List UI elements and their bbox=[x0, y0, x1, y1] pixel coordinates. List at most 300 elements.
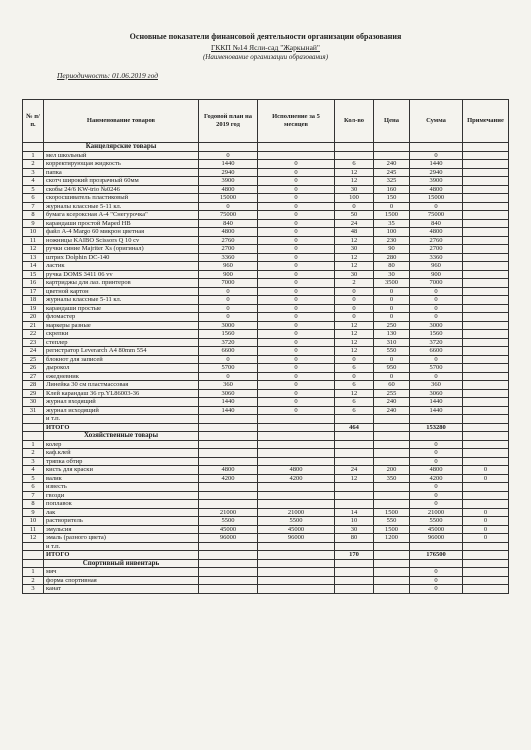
cell-qty: 30 bbox=[335, 245, 374, 254]
cell-note bbox=[463, 364, 509, 373]
cell-exec: 0 bbox=[258, 202, 335, 211]
cell-plan bbox=[199, 423, 258, 432]
table-header-row bbox=[23, 100, 509, 143]
cell-n: 11 bbox=[23, 236, 44, 245]
cell-exec: 0 bbox=[258, 287, 335, 296]
cell-qty: 30 bbox=[335, 185, 374, 194]
table-row bbox=[23, 449, 509, 458]
cell-qty: 10 bbox=[335, 517, 374, 526]
cell-qty: 0 bbox=[335, 355, 374, 364]
cell-note bbox=[463, 415, 509, 424]
cell-sum: 2760 bbox=[410, 236, 463, 245]
cell-exec: 0 bbox=[258, 364, 335, 373]
cell-price: 0 bbox=[374, 372, 410, 381]
cell-n: 30 bbox=[23, 398, 44, 407]
cell-plan: 2700 bbox=[199, 245, 258, 254]
cell-plan: 840 bbox=[199, 219, 258, 228]
table-row bbox=[23, 321, 509, 330]
col-header-plan: Годовой план на 2019 год bbox=[199, 100, 258, 143]
cell-price: 35 bbox=[374, 219, 410, 228]
table-row bbox=[23, 279, 509, 288]
cell-note bbox=[463, 202, 509, 211]
cell-sum: 5500 bbox=[410, 517, 463, 526]
table-cell bbox=[463, 432, 509, 441]
table-cell bbox=[374, 143, 410, 152]
cell-price: 80 bbox=[374, 262, 410, 271]
cell-note bbox=[463, 194, 509, 203]
cell-note bbox=[463, 585, 509, 594]
cell-n: 29 bbox=[23, 389, 44, 398]
table-row bbox=[23, 347, 509, 356]
cell-exec: 96000 bbox=[258, 534, 335, 543]
cell-price: 0 bbox=[374, 313, 410, 322]
cell-note: 0 bbox=[463, 466, 509, 475]
table-cell bbox=[463, 143, 509, 152]
cell-plan: 3000 bbox=[199, 321, 258, 330]
cell-plan: 0 bbox=[199, 355, 258, 364]
total-row bbox=[23, 551, 509, 560]
cell-note bbox=[463, 500, 509, 509]
cell-n: 26 bbox=[23, 364, 44, 373]
cell-plan: 0 bbox=[199, 313, 258, 322]
cell-note bbox=[463, 491, 509, 500]
cell-exec bbox=[258, 483, 335, 492]
cell-plan: 900 bbox=[199, 270, 258, 279]
cell-exec: 4800 bbox=[258, 466, 335, 475]
cell-qty: 12 bbox=[335, 474, 374, 483]
cell-plan: 5500 bbox=[199, 517, 258, 526]
cell-sum: 0 bbox=[410, 372, 463, 381]
table-row bbox=[23, 355, 509, 364]
cell-n: 28 bbox=[23, 381, 44, 390]
cell-n bbox=[23, 551, 44, 560]
cell-qty: 2 bbox=[335, 279, 374, 288]
table-row bbox=[23, 185, 509, 194]
cell-sum: 0 bbox=[410, 151, 463, 160]
cell-qty: 12 bbox=[335, 236, 374, 245]
cell-n: 24 bbox=[23, 347, 44, 356]
cell-name: штрих Dolphin DC-140 bbox=[44, 253, 199, 262]
cell-qty bbox=[335, 440, 374, 449]
cell-name: журналы классные 5-11 кл. bbox=[44, 202, 199, 211]
cell-n bbox=[23, 423, 44, 432]
cell-note: 0 bbox=[463, 474, 509, 483]
cell-name: мел школьный bbox=[44, 151, 199, 160]
table-cell bbox=[258, 143, 335, 152]
cell-price bbox=[374, 151, 410, 160]
cell-n: 12 bbox=[23, 534, 44, 543]
cell-note bbox=[463, 304, 509, 313]
cell-sum: 2700 bbox=[410, 245, 463, 254]
cell-exec: 0 bbox=[258, 245, 335, 254]
cell-n: 1 bbox=[23, 151, 44, 160]
cell-name: цветной картон bbox=[44, 287, 199, 296]
cell-sum: 0 bbox=[410, 491, 463, 500]
cell-price: 60 bbox=[374, 381, 410, 390]
table-row bbox=[23, 245, 509, 254]
cell-note bbox=[463, 236, 509, 245]
cell-exec: 0 bbox=[258, 262, 335, 271]
cell-qty: 0 bbox=[335, 287, 374, 296]
cell-note: 0 bbox=[463, 517, 509, 526]
cell-price: 200 bbox=[374, 466, 410, 475]
cell-price: 245 bbox=[374, 168, 410, 177]
cell-sum: 960 bbox=[410, 262, 463, 271]
cell-exec bbox=[258, 542, 335, 551]
cell-exec: 0 bbox=[258, 304, 335, 313]
cell-qty: 0 bbox=[335, 304, 374, 313]
cell-plan: 0 bbox=[199, 304, 258, 313]
cell-note bbox=[463, 440, 509, 449]
cell-note bbox=[463, 568, 509, 577]
table-row bbox=[23, 313, 509, 322]
cell-exec: 0 bbox=[258, 313, 335, 322]
table-cell bbox=[335, 432, 374, 441]
cell-sum: 3360 bbox=[410, 253, 463, 262]
finance-table bbox=[22, 99, 509, 594]
cell-exec: 5500 bbox=[258, 517, 335, 526]
cell-exec bbox=[258, 491, 335, 500]
cell-n: 6 bbox=[23, 194, 44, 203]
cell-qty: 12 bbox=[335, 168, 374, 177]
cell-name: ежедневник bbox=[44, 372, 199, 381]
cell-note bbox=[463, 483, 509, 492]
cell-name: канат bbox=[44, 585, 199, 594]
cell-note bbox=[463, 313, 509, 322]
cell-name: карандаши простые bbox=[44, 304, 199, 313]
cell-exec: 0 bbox=[258, 372, 335, 381]
cell-note bbox=[463, 253, 509, 262]
total-row bbox=[23, 423, 509, 432]
section-title: Спортивный инвентарь bbox=[44, 559, 199, 568]
table-row bbox=[23, 500, 509, 509]
cell-note bbox=[463, 270, 509, 279]
cell-qty: 48 bbox=[335, 228, 374, 237]
cell-note bbox=[463, 542, 509, 551]
col-header-sum: Сумма bbox=[410, 100, 463, 143]
organization-caption: (Наименование организации образования) bbox=[202, 53, 329, 61]
cell-price: 0 bbox=[374, 287, 410, 296]
cell-exec: 0 bbox=[258, 321, 335, 330]
cell-name: степлер bbox=[44, 338, 199, 347]
cell-name: гвозди bbox=[44, 491, 199, 500]
cell-price: 1200 bbox=[374, 534, 410, 543]
cell-plan bbox=[199, 483, 258, 492]
cell-sum: 1440 bbox=[410, 406, 463, 415]
cell-n: 9 bbox=[23, 508, 44, 517]
table-cell bbox=[199, 559, 258, 568]
cell-plan: 0 bbox=[199, 296, 258, 305]
cell-name: журналы классные 5-11 кл. bbox=[44, 296, 199, 305]
cell-name: известь bbox=[44, 483, 199, 492]
cell-n: 7 bbox=[23, 491, 44, 500]
cell-sum: 900 bbox=[410, 270, 463, 279]
cell-exec: 0 bbox=[258, 330, 335, 339]
cell-n: 2 bbox=[23, 160, 44, 169]
cell-price: 550 bbox=[374, 347, 410, 356]
cell-n: 21 bbox=[23, 321, 44, 330]
table-body bbox=[23, 143, 509, 594]
table-row bbox=[23, 338, 509, 347]
cell-note bbox=[463, 355, 509, 364]
cell-qty: 464 bbox=[335, 423, 374, 432]
cell-price bbox=[374, 568, 410, 577]
table-cell bbox=[23, 432, 44, 441]
table-row bbox=[23, 330, 509, 339]
cell-qty: 0 bbox=[335, 202, 374, 211]
cell-name: скоросшиватель пластиковый bbox=[44, 194, 199, 203]
cell-name: форма спортивная bbox=[44, 576, 199, 585]
cell-plan: 4800 bbox=[199, 185, 258, 194]
table-row bbox=[23, 398, 509, 407]
cell-plan: 1560 bbox=[199, 330, 258, 339]
cell-qty bbox=[335, 491, 374, 500]
cell-plan: 4800 bbox=[199, 228, 258, 237]
cell-price: 0 bbox=[374, 202, 410, 211]
cell-price: 0 bbox=[374, 296, 410, 305]
cell-note bbox=[463, 576, 509, 585]
cell-n: 2 bbox=[23, 576, 44, 585]
cell-price bbox=[374, 423, 410, 432]
cell-qty: 0 bbox=[335, 372, 374, 381]
table-cell bbox=[258, 559, 335, 568]
cell-sum: 21000 bbox=[410, 508, 463, 517]
col-header-quantity: Кол-во bbox=[335, 100, 374, 143]
cell-sum: 0 bbox=[410, 585, 463, 594]
cell-note bbox=[463, 151, 509, 160]
cell-price bbox=[374, 542, 410, 551]
cell-plan: 4200 bbox=[199, 474, 258, 483]
table-row bbox=[23, 534, 509, 543]
cell-exec: 0 bbox=[258, 253, 335, 262]
table-row bbox=[23, 151, 509, 160]
organization-name: ГККП №14 Ясли-сад "Жаркынай" bbox=[211, 43, 320, 52]
cell-price bbox=[374, 551, 410, 560]
cell-name: карандаши простой Maped HB bbox=[44, 219, 199, 228]
cell-name: ИТОГО bbox=[44, 551, 199, 560]
cell-sum: 0 bbox=[410, 287, 463, 296]
cell-qty: 30 bbox=[335, 525, 374, 534]
cell-exec: 0 bbox=[258, 279, 335, 288]
cell-n: 27 bbox=[23, 372, 44, 381]
cell-name: валик bbox=[44, 474, 199, 483]
cell-sum bbox=[410, 542, 463, 551]
cell-exec bbox=[258, 415, 335, 424]
table-cell bbox=[410, 559, 463, 568]
cell-name: мяч bbox=[44, 568, 199, 577]
table-row bbox=[23, 236, 509, 245]
cell-sum: 840 bbox=[410, 219, 463, 228]
cell-exec bbox=[258, 551, 335, 560]
cell-price: 1500 bbox=[374, 508, 410, 517]
col-header-price: Цена bbox=[374, 100, 410, 143]
table-row bbox=[23, 389, 509, 398]
cell-name: лак bbox=[44, 508, 199, 517]
cell-exec bbox=[258, 568, 335, 577]
col-header-name: Наименование товаров bbox=[44, 100, 199, 143]
cell-qty: 6 bbox=[335, 398, 374, 407]
cell-note bbox=[463, 262, 509, 271]
cell-sum: 5700 bbox=[410, 364, 463, 373]
cell-plan: 2760 bbox=[199, 236, 258, 245]
cell-n: 22 bbox=[23, 330, 44, 339]
cell-exec: 0 bbox=[258, 355, 335, 364]
cell-qty: 24 bbox=[335, 219, 374, 228]
cell-name: растворитель bbox=[44, 517, 199, 526]
cell-price: 100 bbox=[374, 228, 410, 237]
cell-plan: 0 bbox=[199, 372, 258, 381]
cell-qty bbox=[335, 568, 374, 577]
cell-name: журнал исходящий bbox=[44, 406, 199, 415]
cell-plan: 45000 bbox=[199, 525, 258, 534]
cell-name: скрепки bbox=[44, 330, 199, 339]
col-header-execution: Исполнение за 5 месяцев bbox=[258, 100, 335, 143]
table-row bbox=[23, 202, 509, 211]
cell-plan: 96000 bbox=[199, 534, 258, 543]
cell-exec: 0 bbox=[258, 168, 335, 177]
cell-qty bbox=[335, 449, 374, 458]
table-row bbox=[23, 508, 509, 517]
cell-n: 17 bbox=[23, 287, 44, 296]
cell-note bbox=[463, 398, 509, 407]
cell-name: и т.п. bbox=[44, 542, 199, 551]
cell-qty: 12 bbox=[335, 338, 374, 347]
cell-price: 3500 bbox=[374, 279, 410, 288]
cell-name: бумага ксероксная А-4 "Снегурочка" bbox=[44, 211, 199, 220]
cell-sum: 0 bbox=[410, 440, 463, 449]
cell-name: журнал входящий bbox=[44, 398, 199, 407]
cell-price bbox=[374, 415, 410, 424]
cell-name: кисть для краски bbox=[44, 466, 199, 475]
cell-note bbox=[463, 287, 509, 296]
cell-exec: 21000 bbox=[258, 508, 335, 517]
cell-price bbox=[374, 457, 410, 466]
cell-qty: 12 bbox=[335, 177, 374, 186]
cell-plan: 7000 bbox=[199, 279, 258, 288]
cell-sum: 1440 bbox=[410, 160, 463, 169]
cell-note bbox=[463, 423, 509, 432]
cell-n: 19 bbox=[23, 304, 44, 313]
cell-price: 90 bbox=[374, 245, 410, 254]
section-title: Хозяйственные товары bbox=[44, 432, 199, 441]
cell-n: 5 bbox=[23, 185, 44, 194]
cell-price: 150 bbox=[374, 194, 410, 203]
cell-plan: 1440 bbox=[199, 160, 258, 169]
table-row bbox=[23, 287, 509, 296]
table-row bbox=[23, 406, 509, 415]
cell-plan: 3060 bbox=[199, 389, 258, 398]
cell-note: 0 bbox=[463, 508, 509, 517]
cell-plan: 3900 bbox=[199, 177, 258, 186]
cell-name: ножницы KAIBO Scissors Q 10 cv bbox=[44, 236, 199, 245]
cell-price: 550 bbox=[374, 517, 410, 526]
cell-qty: 24 bbox=[335, 466, 374, 475]
cell-qty: 0 bbox=[335, 296, 374, 305]
cell-exec: 0 bbox=[258, 296, 335, 305]
cell-sum: 0 bbox=[410, 449, 463, 458]
cell-sum: 3060 bbox=[410, 389, 463, 398]
cell-note bbox=[463, 177, 509, 186]
table-cell bbox=[374, 432, 410, 441]
table-row bbox=[23, 364, 509, 373]
cell-plan bbox=[199, 551, 258, 560]
cell-plan bbox=[199, 585, 258, 594]
cell-exec: 0 bbox=[258, 270, 335, 279]
cell-n: 8 bbox=[23, 211, 44, 220]
cell-note: 0 bbox=[463, 525, 509, 534]
cell-n: 20 bbox=[23, 313, 44, 322]
cell-qty: 6 bbox=[335, 406, 374, 415]
cell-n: 23 bbox=[23, 338, 44, 347]
cell-note bbox=[463, 551, 509, 560]
cell-price: 240 bbox=[374, 406, 410, 415]
cell-sum: 3000 bbox=[410, 321, 463, 330]
cell-n: 8 bbox=[23, 500, 44, 509]
cell-n bbox=[23, 542, 44, 551]
cell-qty: 12 bbox=[335, 330, 374, 339]
cell-sum: 15000 bbox=[410, 194, 463, 203]
cell-name: картриджы для лаз. принтеров bbox=[44, 279, 199, 288]
cell-name: ручки синие Majriter Xs (оригинал) bbox=[44, 245, 199, 254]
cell-note bbox=[463, 228, 509, 237]
cell-price: 350 bbox=[374, 474, 410, 483]
cell-name: поплавок bbox=[44, 500, 199, 509]
cell-n: 3 bbox=[23, 585, 44, 594]
cell-plan: 5700 bbox=[199, 364, 258, 373]
table-row bbox=[23, 160, 509, 169]
cell-exec: 0 bbox=[258, 236, 335, 245]
cell-price: 160 bbox=[374, 185, 410, 194]
cell-qty bbox=[335, 585, 374, 594]
cell-sum: 4200 bbox=[410, 474, 463, 483]
cell-price: 250 bbox=[374, 321, 410, 330]
table-row bbox=[23, 491, 509, 500]
cell-price bbox=[374, 449, 410, 458]
cell-name: тряпка обтир bbox=[44, 457, 199, 466]
cell-plan: 0 bbox=[199, 287, 258, 296]
cell-n: 9 bbox=[23, 219, 44, 228]
cell-qty bbox=[335, 576, 374, 585]
cell-qty: 80 bbox=[335, 534, 374, 543]
cell-price: 325 bbox=[374, 177, 410, 186]
cell-qty: 12 bbox=[335, 262, 374, 271]
cell-sum: 3720 bbox=[410, 338, 463, 347]
cell-exec: 0 bbox=[258, 398, 335, 407]
cell-plan: 3360 bbox=[199, 253, 258, 262]
cell-n: 4 bbox=[23, 466, 44, 475]
cell-n: 6 bbox=[23, 483, 44, 492]
table-row bbox=[23, 194, 509, 203]
table-row bbox=[23, 483, 509, 492]
cell-plan: 2940 bbox=[199, 168, 258, 177]
cell-price: 240 bbox=[374, 398, 410, 407]
cell-name: фломастер bbox=[44, 313, 199, 322]
cell-note bbox=[463, 338, 509, 347]
table-row bbox=[23, 457, 509, 466]
cell-name: эмаль (разного цвета) bbox=[44, 534, 199, 543]
cell-price: 30 bbox=[374, 270, 410, 279]
cell-qty bbox=[335, 415, 374, 424]
table-row bbox=[23, 296, 509, 305]
cell-sum: 153280 bbox=[410, 423, 463, 432]
cell-sum: 0 bbox=[410, 313, 463, 322]
cell-n: 12 bbox=[23, 245, 44, 254]
cell-qty: 12 bbox=[335, 253, 374, 262]
table-cell bbox=[199, 143, 258, 152]
cell-sum: 4800 bbox=[410, 228, 463, 237]
cell-note bbox=[463, 449, 509, 458]
cell-price: 310 bbox=[374, 338, 410, 347]
